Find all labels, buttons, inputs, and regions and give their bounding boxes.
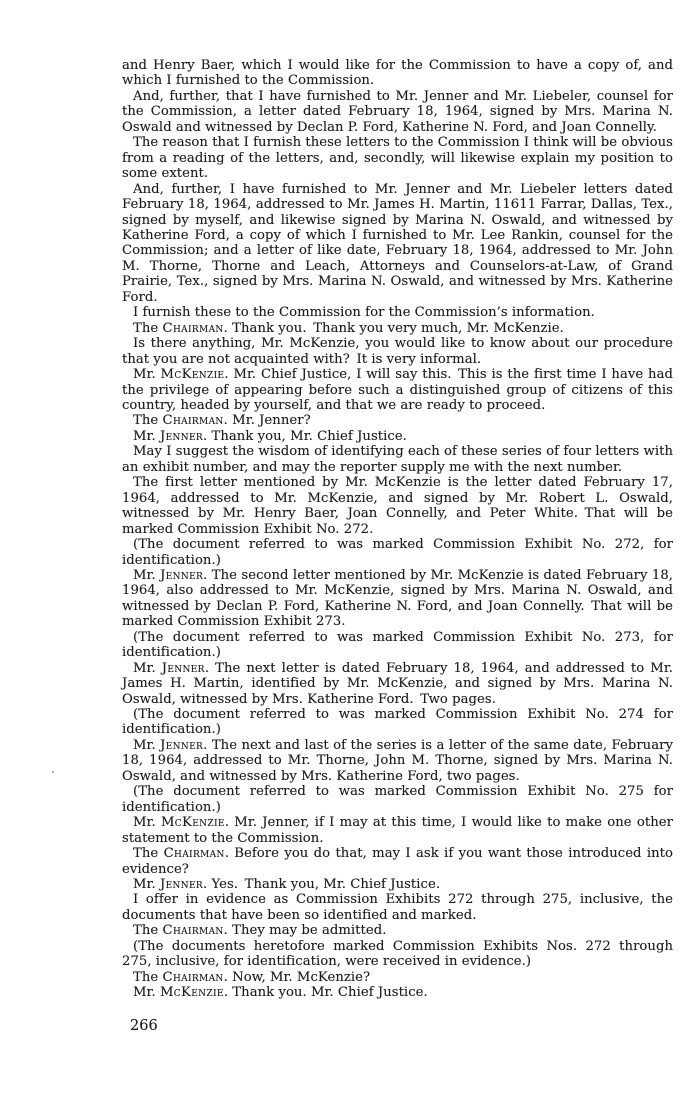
paragraph xyxy=(122,815,673,846)
paragraph-text: . The next and last of the series is a letter of the same date, February 18, 1964, addressed to Mr. Thorne, John M. Thorne, signed by Mrs. Marina N. Oswald, and witnessed by Mrs. Katherine Ford, two pages. xyxy=(122,737,673,784)
paragraph xyxy=(122,89,673,135)
paragraph xyxy=(122,58,673,89)
paragraph-text: (The document referred to was marked Commission Exhibit No. 273, for identification.) xyxy=(122,629,673,661)
paragraph xyxy=(122,568,673,630)
paragraph xyxy=(122,367,673,413)
speaker-prefix: The xyxy=(133,413,163,429)
speaker-name: Jenner xyxy=(161,660,205,676)
speaker-name: Chairman xyxy=(162,923,224,939)
speaker-name: Jenner xyxy=(160,737,204,753)
speaker-prefix: The xyxy=(133,923,163,939)
speaker-prefix: The xyxy=(133,969,163,985)
speaker-prefix: Mr. xyxy=(133,737,161,753)
speaker-prefix: Mr. xyxy=(133,367,161,383)
speaker-prefix: Mr. xyxy=(133,877,160,893)
paragraph-text: The reason that I furnish these letters to the Commission I think will be obvious from a reading of the letters, and, secondly, will likewise explain my position to some extent. xyxy=(122,135,673,182)
paragraph xyxy=(122,877,673,892)
paragraph xyxy=(122,413,673,428)
paragraph xyxy=(122,305,673,320)
speaker-prefix: Mr. xyxy=(133,428,160,444)
paragraph xyxy=(122,738,673,784)
paragraph xyxy=(122,707,673,738)
paragraph-text: May I suggest the wisdom of identifying each of these series of four letters with an exhibit number, and may the reporter supply me with the next number. xyxy=(122,444,673,475)
paragraph-text: . Before you do that, may I ask if you want those introduced into evidence? xyxy=(122,846,673,877)
paragraph xyxy=(122,537,673,568)
paragraph xyxy=(122,475,673,537)
paragraph xyxy=(122,923,673,938)
speaker-name: Chairman xyxy=(163,846,225,862)
paragraph xyxy=(122,892,673,923)
paragraph-text: . Yes. Thank you, Mr. Chief Justice. xyxy=(203,877,441,893)
paragraph-text: . They may be admitted. xyxy=(223,923,387,939)
speaker-prefix: The xyxy=(133,846,164,862)
paragraph-text: (The documents heretofore marked Commission Exhibits Nos. 272 through 275, inclusive, for identification, were received in evidence.) xyxy=(122,938,673,970)
speaker-prefix: Mr. xyxy=(133,660,162,676)
speaker-name: Jenner xyxy=(159,428,204,444)
paragraph-text: (The document referred to was marked Commission Exhibit No. 274 for identification.) xyxy=(122,707,673,738)
paragraph xyxy=(122,135,673,181)
speaker-prefix: Mr. xyxy=(133,567,161,583)
paragraph-text: . Now, Mr. McKenzie? xyxy=(223,969,371,985)
speaker-name: Jenner xyxy=(159,877,204,893)
scan-speck xyxy=(52,771,54,773)
transcript xyxy=(122,58,673,1001)
paragraph xyxy=(122,182,673,306)
paragraph-text: . Thank you. Mr. Chief Justice. xyxy=(223,985,428,1001)
paragraph xyxy=(122,970,673,985)
paragraph-text: . Mr. Jenner, if I may at this time, I would like to make one other statement to the Commission. xyxy=(122,815,673,846)
paragraph-text: (The document referred to was marked Commission Exhibit No. 272, for identification.) xyxy=(122,537,673,568)
paragraph-text: . The second letter mentioned by Mr. McKenzie is dated February 18, 1964, also addressed to Mr. McKenzie, signed by Mrs. Marina N. Oswald, and witnessed by Declan P. Ford, Katherine N. Ford, and Joan Connelly. That will be marked Commission Exhibit 273. xyxy=(122,567,673,630)
paragraph xyxy=(122,429,673,444)
speaker-name: McKenzie xyxy=(160,367,225,383)
speaker-prefix: Mr. xyxy=(133,985,160,1001)
paragraph xyxy=(122,661,673,707)
paragraph-text: . Mr. Chief Justice, I will say this. This is the first time I have had the privilege of appearing before such a distinguished group of citizens of this country, headed by yourself, and that we are ready to proceed. xyxy=(122,367,673,413)
paragraph xyxy=(122,336,673,367)
paragraph-text: And, further, I have furnished to Mr. Jenner and Mr. Liebeler letters dated February 18, 1964, addressed to Mr. James H. Martin, 11611 Farrar, Dallas, Tex., signed by myself, and likewise signed by Marina N. Oswald, and witnessed by Katherine Ford, a copy of which I furnished to Mr. Lee Rankin, counsel for the Commission; and a letter of like date, February 18, 1964, addressed to Mr. John M. Thorne, Thorne and Leach, Attorneys and Counselors-at-Law, of Grand Prairie, Tex., signed by Mrs. Marina N. Oswald, and witnessed by Mrs. Katherine Ford. xyxy=(122,181,673,305)
speaker-name: McKenzie xyxy=(160,815,225,831)
paragraph-text: . Thank you. Thank you very much, Mr. McKenzie. xyxy=(223,320,564,336)
speaker-prefix: The xyxy=(133,320,163,336)
speaker-name: Chairman xyxy=(162,969,224,985)
paragraph xyxy=(122,939,673,970)
paragraph xyxy=(122,444,673,475)
page-number: 266 xyxy=(130,1018,158,1034)
paragraph xyxy=(122,985,673,1000)
paragraph-text: . Thank you, Mr. Chief Justice. xyxy=(203,428,407,444)
speaker-prefix: Mr. xyxy=(133,815,161,831)
paragraph-text: . The next letter is dated February 18, 1964, and addressed to Mr. James H. Martin, identified by Mr. McKenzie, and signed by Mrs. Marina N. Oswald, witnessed by Mrs. Katherine Ford. Two pages. xyxy=(122,660,673,707)
paragraph-text: (The document referred to was marked Commission Exhibit No. 275 for identification.) xyxy=(122,784,673,815)
speaker-name: Chairman xyxy=(162,320,224,336)
paragraph-text: I offer in evidence as Commission Exhibits 272 through 275, inclusive, the documents that have been so identified and marked. xyxy=(122,892,673,923)
paragraph-text: Is there anything, Mr. McKenzie, you would like to know about our procedure that you are not acquainted with? It is very informal. xyxy=(122,336,673,367)
paragraph xyxy=(122,321,673,336)
paragraph xyxy=(122,630,673,661)
paragraph-text: I furnish these to the Commission for the Commission’s information. xyxy=(133,305,595,321)
speaker-name: Chairman xyxy=(162,413,224,429)
paragraph-text: and Henry Baer, which I would like for the Commission to have a copy of, and which I furnished to the Commission. xyxy=(122,58,673,89)
speaker-name: McKenzie xyxy=(159,985,224,1001)
paragraph xyxy=(122,846,673,877)
speaker-name: Jenner xyxy=(160,567,204,583)
paragraph xyxy=(122,784,673,815)
paragraph-text: The first letter mentioned by Mr. McKenzie is the letter dated February 17, 1964, addressed to Mr. McKenzie, and signed by Mr. Robert L. Oswald, witnessed by Mr. Henry Baer, Joan Connelly, and Peter White. That will be marked Commission Exhibit No. 272. xyxy=(122,475,673,537)
paragraph-text: And, further, that I have furnished to Mr. Jenner and Mr. Liebeler, counsel for the Commission, a letter dated February 18, 1964, signed by Mrs. Marina N. Oswald and witnessed by Declan P. Ford, Katherine N. Ford, and Joan Connelly. xyxy=(122,88,673,135)
paragraph-text: . Mr. Jenner? xyxy=(223,413,311,429)
